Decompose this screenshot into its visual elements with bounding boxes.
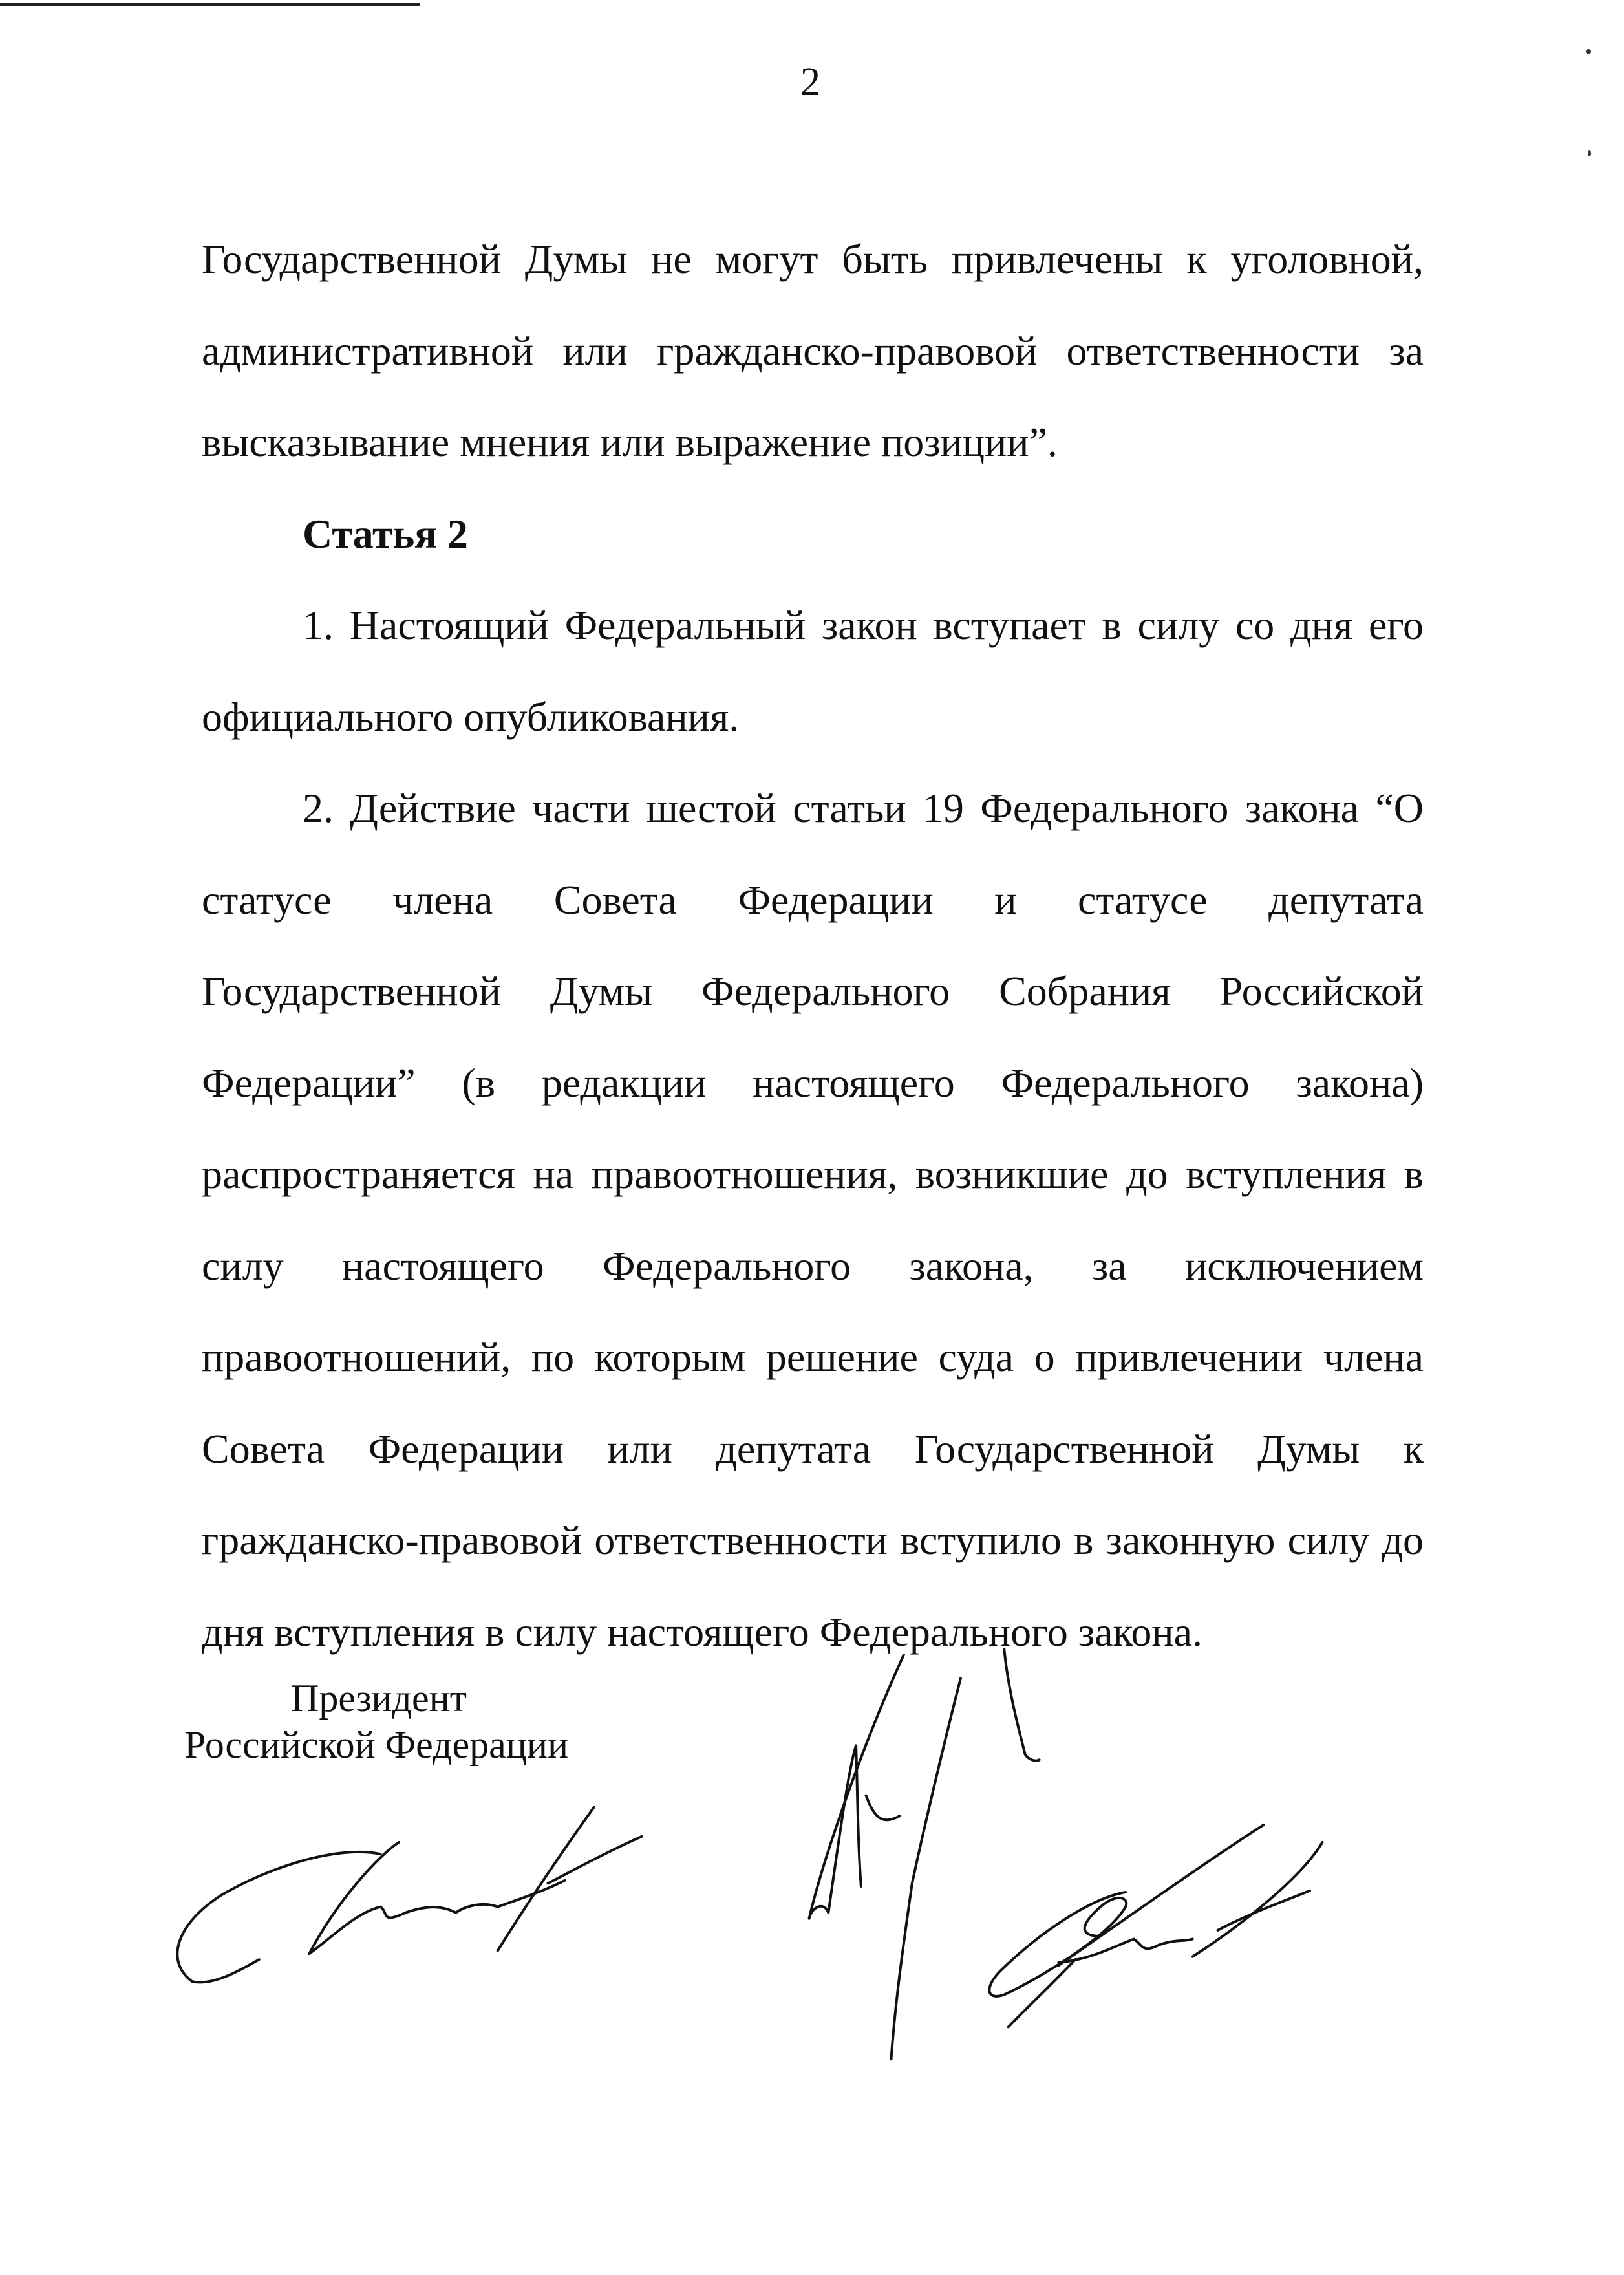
paragraph-1: 1. Настоящий Федеральный закон вступает в силу со дня его официального опубликования. xyxy=(202,602,1424,740)
article-heading: Статья 2 xyxy=(303,510,468,557)
paragraph-2: 2. Действие части шестой статьи 19 Федерального закона “О статусе члена Совета Федерации и статусе депутата Государственной Думы Федерального Собрания Российской Федерации” (в редакции настоящего Федерального закона) распространяется на правоотношения, возникшие до вступления в силу настоящего Федерального закона, за исключением правоотношений, по которым решение суда о привлечении члена Совета Федерации или депутата Государственной Думы к гражданско-правовой ответственности вступило в законную силу до дня вступления в силу настоящего Федерального закона. xyxy=(202,785,1424,1655)
signatory-title-line2: Российской Федерации xyxy=(184,1723,569,1766)
paragraph-continuation: Государственной Думы не могут быть привлечены к уголовной, административной или гражданско-правовой ответственности за высказывание мнения или выражение позиции”. xyxy=(202,236,1424,465)
signature-3 xyxy=(989,1825,1322,2027)
signature-2 xyxy=(809,1649,1040,2059)
signatory-title-line1: Президент xyxy=(291,1677,467,1720)
signature-1 xyxy=(177,1807,641,1983)
page-number: 2 xyxy=(800,60,820,104)
